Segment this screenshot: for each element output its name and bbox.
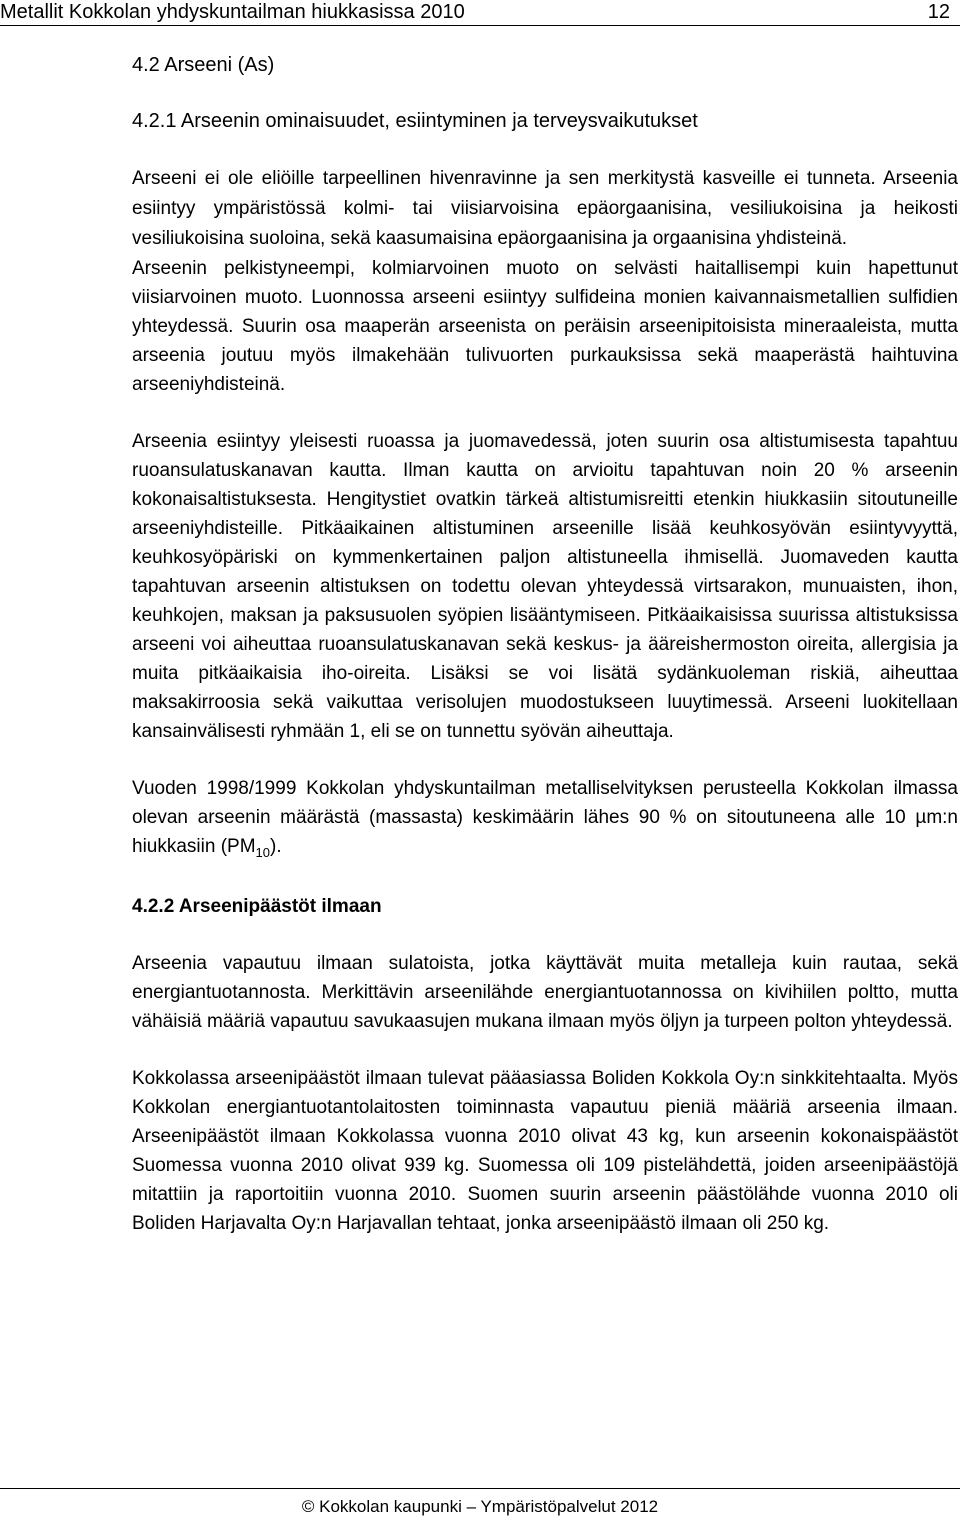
document-body (132, 52, 958, 1266)
subsection-heading-2: 4.2.2 Arseenipäästöt ilmaan (132, 895, 382, 917)
paragraph-3 (132, 774, 958, 867)
page-header (0, 0, 960, 30)
page-number: 12 (927, 1, 950, 23)
paragraph-2: Arseenia esiintyy yleisesti ruoassa ja juomavedessä, joten suurin osa altistumisesta tapahtuu ruoansulatuskanavan kautta. Ilman kautta on arvioitu tapahtuvan noin 20 % arseenin kokonaisaltistuksesta. Hengitystiet ovatkin tärkeä altistumisreitti etenkin hiukkasiin sitoutuneille arseeniyhdisteille. Pitkäaikainen altistuminen arseenille lisää keuhkosyövän esiintyvyyttä, keuhkosyöpäriski on kymmenkertainen paljon altistuneella ihmisellä. Juomaveden kautta tapahtuvan arseenin altistuksen on todettu olevan yhteydessä virtsarakon, munuaisten, ihon, keuhkojen, maksan ja paksusuolen syöpien lisääntymiseen. Pitkäaikaisissa suurissa altistuksissa arseeni voi aiheuttaa ruoansulatuskanavan sekä keskus- ja ääreishermoston oireita, allergisia ja muita pitkäaikaisia iho-oireita. Lisäksi se voi lisätä sydänkuoleman riskiä, aiheuttaa maksakirroosia sekä vaikuttaa verisolujen muodostukseen luuytimessä. Arseeni luokitellaan kansainvälisesti ryhmään 1, eli se on tunnettu syövän aiheuttaja. (132, 431, 958, 742)
paragraph-4: Arseenia vapautuu ilmaan sulatoista, jotka käyttävät muita metalleja kuin rautaa, sekä energiantuotannosta. Merkittävin arseenilähde energiantuotannossa on kivihiilen poltto, mutta vähäisiä määriä vapautuu savukaasujen mukana ilmaan myös öljyn ja turpeen polton yhteydessä. (132, 952, 958, 1032)
intro-paragraph: Arseeni ei ole eliöille tarpeellinen hivenravinne ja sen merkitystä kasveille ei tunneta. Arseenia esiintyy ympäristössä kolmi- tai viisiarvoisina epäorgaanisina, vesiliukoisina ja heikosti vesiliukoisina suoloina, sekä kaasumaisina epäorgaanisina ja orgaanisina yhdisteinä. (132, 168, 958, 249)
paragraph-3-main: Vuoden 1998/1999 Kokkolan yhdyskuntailman metalliselvityksen perusteella Kokkolan ilmassa olevan arseenin määrästä (massasta) keskimäärin lähes 90 % on sitoutuneena alle 10 µm:n hiukkasiin (PM (132, 778, 958, 857)
header-title: Metallit Kokkolan yhdyskuntailman hiukkasissa 2010 (0, 1, 465, 23)
header-divider (0, 25, 960, 26)
page-footer: © Kokkolan kaupunki – Ympäristöpalvelut 2012 (301, 1497, 659, 1516)
section-heading: 4.2 Arseeni (As) (132, 54, 275, 76)
subsection-heading-1: 4.2.1 Arseenin ominaisuudet, esiintyminen ja terveysvaikutukset (132, 110, 698, 132)
paragraph-1: Arseenin pelkistyneempi, kolmiarvoinen muoto on selvästi haitallisempi kuin hapettunut viisiarvoinen muoto. Luonnossa arseeni esiintyy sulfideina monien kaivannaismetallien sulfidien yhteydessä. Suurin osa maaperän arseenista on peräisin arseenipitoisista mineraaleista, mutta arseenia joutuu myös ilmakehään tulivuorten purkauksissa sekä maaperästä haihtuvina arseeniyhdisteinä. (132, 258, 958, 395)
paragraph-5: Kokkolassa arseenipäästöt ilmaan tulevat pääasiassa Boliden Kokkola Oy:n sinkkitehtaalta. Myös Kokkolan energiantuotantolaitosten toiminnasta vapautuu pieniä määriä arseenia ilmaan. Arseenipäästöt ilmaan Kokkolassa vuonna 2010 olivat 43 kg, kun arseenin kokonaispäästöt Suomessa vuonna 2010 olivat 939 kg. Suomessa oli 109 pistelähdettä, joiden arseenipäästöjä mitattiin ja raportoitiin vuonna 2010. Suomen suurin arseenin päästölähde vuonna 2010 oli Boliden Harjavalta Oy:n Harjavallan tehtaat, jonka arseenipäästö ilmaan oli 250 kg. (132, 1067, 958, 1234)
footer-divider (0, 1488, 960, 1489)
paragraph-3-end: ). (270, 836, 282, 857)
pm10-subscript: 10 (255, 844, 271, 860)
